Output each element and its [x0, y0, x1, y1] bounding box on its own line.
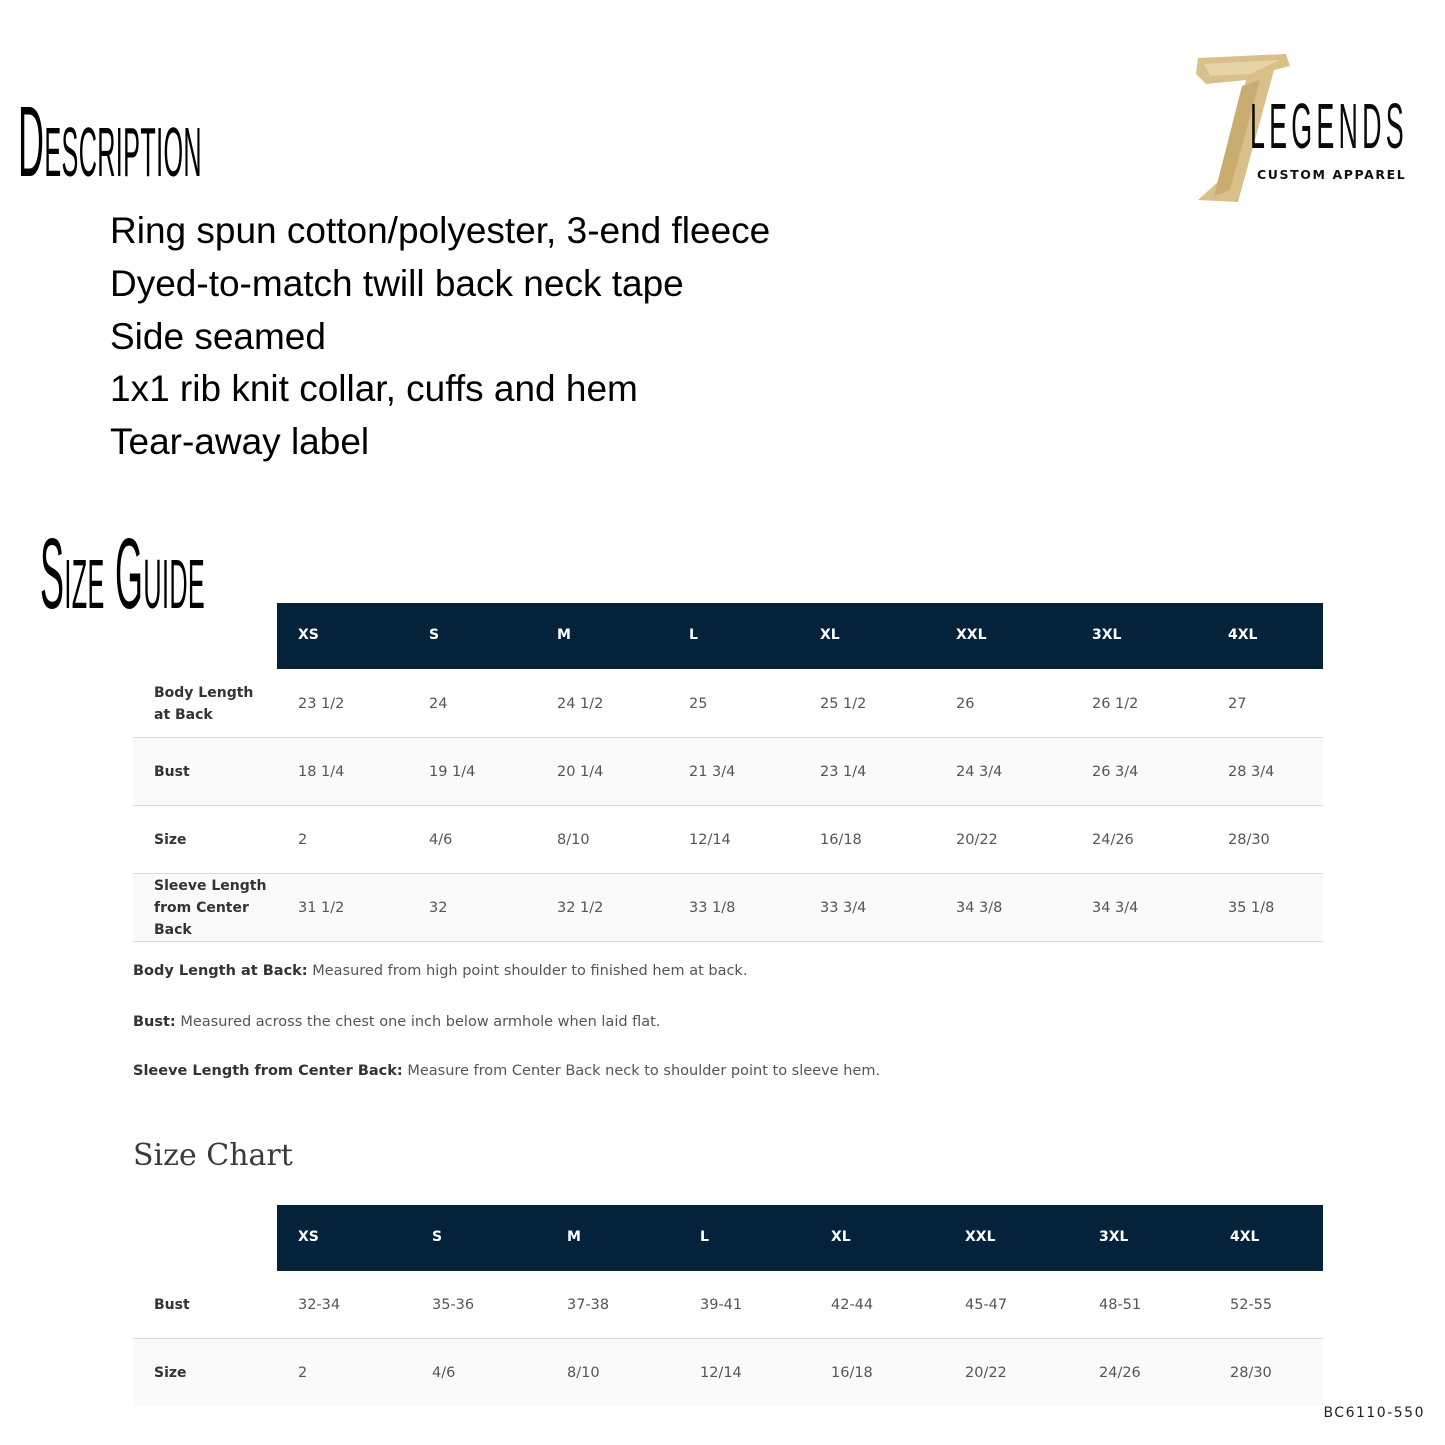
table-cell: 2 — [298, 831, 308, 848]
table-cell: 31 1/2 — [298, 899, 345, 916]
size-guide-header-row — [277, 603, 1323, 669]
table-cell: 26 1/2 — [1092, 695, 1139, 712]
description-heading-text: DESCRIPTION — [18, 86, 202, 198]
row-label: Size — [154, 831, 187, 848]
description-list — [110, 205, 770, 469]
table-cell: 33 3/4 — [820, 899, 867, 916]
table-cell: 2 — [298, 1364, 308, 1381]
table-cell: 28 3/4 — [1228, 763, 1275, 780]
table-cell: 24 — [429, 695, 448, 712]
table-cell: 23 1/4 — [820, 763, 867, 780]
size-chart-row — [133, 1271, 1323, 1339]
table-cell: 21 3/4 — [689, 763, 736, 780]
table-cell: 28/30 — [1230, 1364, 1272, 1381]
product-sku: BC6110-550 — [1323, 1405, 1425, 1421]
table-cell: 24/26 — [1099, 1364, 1141, 1381]
brand-logo — [1190, 50, 1415, 205]
note-term: Bust: — [133, 1014, 176, 1030]
row-label: Size — [154, 1364, 187, 1381]
table-cell: 32 1/2 — [557, 899, 604, 916]
size-chart-col-header: XL — [831, 1229, 851, 1245]
table-cell: 16/18 — [820, 831, 862, 848]
table-cell: 39-41 — [700, 1296, 743, 1313]
table-cell: 35-36 — [432, 1296, 475, 1313]
size-chart-col-header: XXL — [965, 1229, 996, 1245]
size-chart-title: Size Chart — [133, 1138, 293, 1173]
size-guide-row — [133, 874, 1323, 942]
size-chart-table — [133, 1205, 1323, 1405]
note-text: Measured across the chest one inch below armhole when laid flat. — [175, 1014, 661, 1030]
logo-tagline: CUSTOM APPAREL — [1257, 167, 1407, 182]
size-chart-col-header: XS — [298, 1229, 319, 1245]
measurement-note — [133, 1014, 660, 1030]
table-cell: 20/22 — [965, 1364, 1007, 1381]
size-guide-heading-text: SIZE GUIDE — [40, 518, 206, 630]
table-cell: 8/10 — [557, 831, 590, 848]
table-cell: 12/14 — [689, 831, 731, 848]
size-guide-col-header: XS — [298, 627, 319, 643]
size-chart-col-header: M — [567, 1229, 581, 1245]
size-guide-row — [133, 738, 1323, 806]
table-cell: 25 1/2 — [820, 695, 867, 712]
size-chart-header-row — [277, 1205, 1323, 1271]
table-cell: 45-47 — [965, 1296, 1008, 1313]
description-heading — [18, 86, 202, 202]
description-item: Ring spun cotton/polyester, 3-end fleece — [110, 210, 771, 251]
table-cell: 20/22 — [956, 831, 998, 848]
table-cell: 48-51 — [1099, 1296, 1142, 1313]
size-guide-row — [133, 670, 1323, 738]
row-label: Bust — [154, 763, 190, 780]
table-cell: 33 1/8 — [689, 899, 736, 916]
table-cell: 28/30 — [1228, 831, 1270, 848]
table-cell: 37-38 — [567, 1296, 610, 1313]
description-item: Side seamed — [110, 315, 326, 357]
size-guide-col-header: XL — [820, 627, 840, 643]
table-cell: 12/14 — [700, 1364, 742, 1381]
table-cell: 4/6 — [432, 1364, 456, 1381]
measurement-note — [133, 963, 747, 979]
note-term: Body Length at Back: — [133, 963, 308, 979]
table-cell: 16/18 — [831, 1364, 873, 1381]
size-chart-col-header: 4XL — [1230, 1229, 1260, 1245]
table-cell: 25 — [689, 695, 708, 712]
size-guide-col-header: 3XL — [1092, 627, 1122, 643]
table-cell: 34 3/4 — [1092, 899, 1139, 916]
size-chart-col-header: 3XL — [1099, 1229, 1129, 1245]
table-cell: 18 1/4 — [298, 763, 345, 780]
table-cell: 32-34 — [298, 1296, 341, 1313]
size-guide-col-header: 4XL — [1228, 627, 1258, 643]
table-cell: 24/26 — [1092, 831, 1134, 848]
note-term: Sleeve Length from Center Back: — [133, 1063, 403, 1079]
table-cell: 52-55 — [1230, 1296, 1273, 1313]
description-item: Tear-away label — [110, 421, 370, 463]
description-item: 1x1 rib knit collar, cuffs and hem — [110, 368, 638, 410]
table-cell: 19 1/4 — [429, 763, 476, 780]
size-guide-table — [133, 603, 1323, 943]
size-chart-col-header: L — [700, 1229, 709, 1245]
measurement-note — [133, 1063, 880, 1079]
size-guide-col-header: L — [689, 627, 698, 643]
size-guide-col-header: XXL — [956, 627, 987, 643]
table-cell: 20 1/4 — [557, 763, 604, 780]
table-cell: 26 — [956, 695, 975, 712]
table-cell: 32 — [429, 899, 448, 916]
table-cell: 26 3/4 — [1092, 763, 1139, 780]
table-cell: 8/10 — [567, 1364, 600, 1381]
table-cell: 42-44 — [831, 1296, 874, 1313]
size-chart-col-header: S — [432, 1229, 443, 1245]
row-label: Sleeve Length from Center Back — [154, 877, 267, 938]
table-cell: 4/6 — [429, 831, 453, 848]
size-chart-row — [133, 1339, 1323, 1406]
table-cell: 34 3/8 — [956, 899, 1003, 916]
table-cell: 23 1/2 — [298, 695, 345, 712]
size-guide-col-header: M — [557, 627, 571, 643]
table-cell: 27 — [1228, 695, 1247, 712]
logo-wordmark: LEGENDS — [1250, 90, 1408, 162]
size-guide-row — [133, 806, 1323, 874]
row-label: Body Length at Back — [154, 684, 254, 723]
description-item: Dyed-to-match twill back neck tape — [110, 262, 684, 304]
table-cell: 24 3/4 — [956, 763, 1003, 780]
note-text: Measured from high point shoulder to finished hem at back. — [307, 963, 748, 979]
note-text: Measure from Center Back neck to shoulder point to sleeve hem. — [402, 1063, 881, 1079]
table-cell: 35 1/8 — [1228, 899, 1275, 916]
size-guide-col-header: S — [429, 627, 440, 643]
table-cell: 24 1/2 — [557, 695, 604, 712]
row-label: Bust — [154, 1296, 190, 1313]
